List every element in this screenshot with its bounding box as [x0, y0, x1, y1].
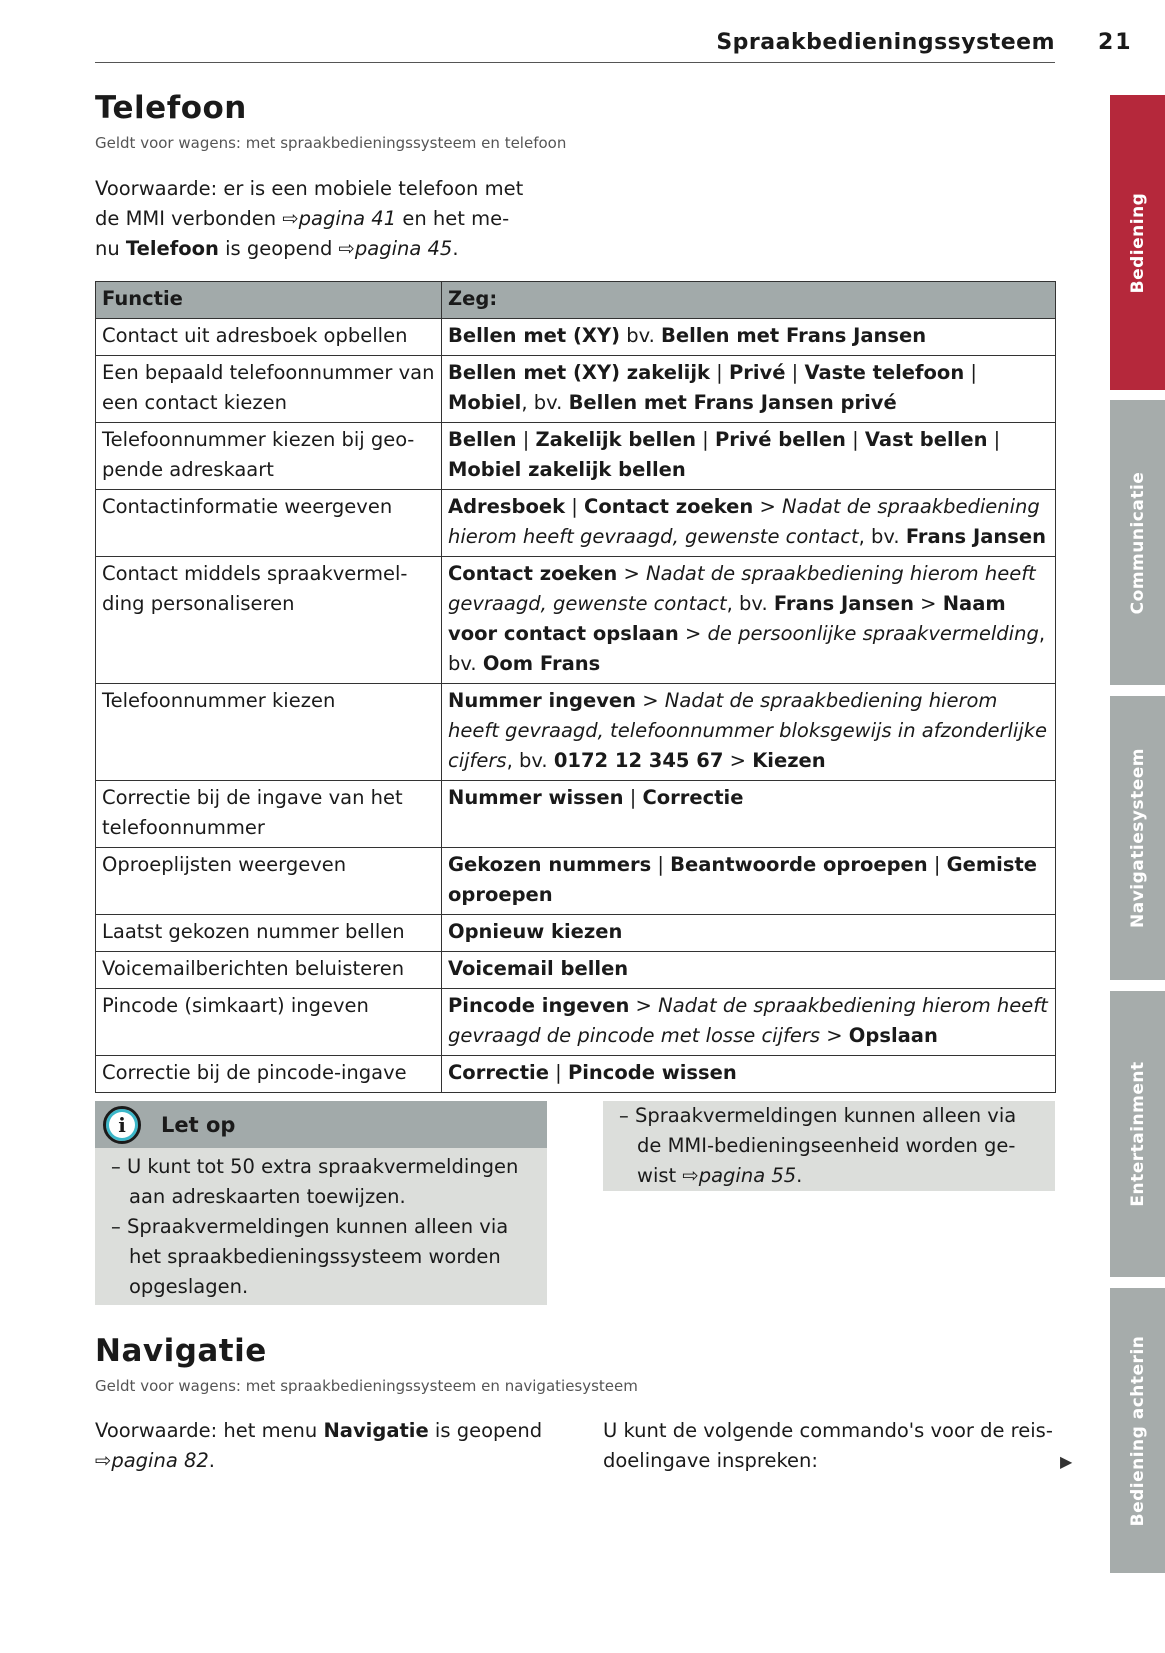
text-segment: | [516, 428, 536, 451]
function-cell: Correctie bij de pincode-ingave [96, 1056, 442, 1093]
function-cell: Telefoonnummer kiezen bij geopende adreskaart [96, 423, 442, 490]
text-segment: , bv. [448, 622, 1046, 675]
table-row [96, 781, 1056, 848]
say-cell [442, 989, 1056, 1056]
text-segment: de persoonlijke spraakvermelding [707, 622, 1039, 645]
text-segment: Vaste telefoon [804, 361, 965, 384]
note-item: – Spraakvermeldingen kunnen alleen via het spraakbedieningssysteem worden opgeslagen. [111, 1215, 509, 1298]
text-segment: – Spraakvermeldingen kunnen alleen via de MMI-bedieningseenheid worden gewist [619, 1104, 1017, 1187]
text-segment: Pincode wissen [567, 1061, 737, 1084]
continue-arrow-icon: ▶ [1060, 1452, 1073, 1471]
text-segment: > [636, 689, 665, 712]
text-segment: | [987, 428, 1001, 451]
text-segment: ⇨ [95, 1449, 112, 1472]
text-segment: | [548, 1061, 568, 1084]
function-cell: Een bepaald telefoonnummer van een contact kiezen [96, 356, 442, 423]
text-segment: Frans Jansen [773, 592, 914, 615]
text-segment: Navigatie [323, 1419, 429, 1442]
say-cell [442, 557, 1056, 684]
text-segment: Adresboek [448, 495, 566, 518]
function-cell: Oproeplijsten weergeven [96, 848, 442, 915]
text-segment: Voorwaarde: er is een mobiele telefoon met de MMI verbonden [95, 177, 524, 230]
table-row [96, 989, 1056, 1056]
text-segment: Mobiel [448, 391, 522, 414]
text-segment: , bv. [858, 525, 906, 548]
table-row [96, 319, 1056, 356]
text-segment: 0172 12 345 67 [553, 749, 724, 772]
text-segment: is geopend [218, 237, 339, 260]
text-segment: Correctie [448, 1061, 549, 1084]
function-cell: Voicemailberichten beluisteren [96, 952, 442, 989]
text-segment: | [623, 786, 643, 809]
text-segment: Voicemail bellen [448, 957, 629, 980]
table-row [96, 915, 1056, 952]
text-segment: > [678, 622, 708, 645]
text-segment: Nadat de spraakbediening hierom heeft gevraagd de pincode met losse cijfers [448, 994, 1048, 1047]
text-segment: Beantwoorde oproepen [670, 853, 928, 876]
note-title: Let op [161, 1112, 236, 1137]
text-segment: Nadat de spraakbediening hierom heeft gevraagd, gewenste contact [448, 495, 1040, 548]
text-segment: Kiezen [752, 749, 826, 772]
function-cell: Contactinformatie weergeven [96, 490, 442, 557]
function-cell: Contact middels spraakvermelding personaliseren [96, 557, 442, 684]
side-tab-communicatie[interactable] [1110, 400, 1165, 685]
text-segment: | [565, 495, 585, 518]
text-segment: . [796, 1164, 803, 1187]
text-segment: Mobiel zakelijk bellen [448, 458, 686, 481]
table-row [96, 1056, 1056, 1093]
side-tab-label: Navigatiesysteem [1127, 748, 1148, 928]
column-header-say: Zeg: [442, 282, 1056, 319]
text-segment: Correctie [642, 786, 744, 809]
text-segment: | [964, 361, 977, 384]
function-cell: Contact uit adresboek opbellen [96, 319, 442, 356]
text-segment: Naam voor contact opslaan [448, 592, 1006, 645]
say-cell [442, 684, 1056, 781]
text-segment: Privé bellen [714, 428, 846, 451]
side-tab-bediening-achterin[interactable] [1110, 1288, 1165, 1573]
note-item [603, 1101, 1037, 1191]
text-segment: , bv. [521, 391, 569, 414]
text-segment: ⇨ [682, 1164, 699, 1187]
text-segment: pagina 55 [698, 1164, 797, 1187]
text-segment: > [629, 994, 659, 1017]
text-segment: | [651, 853, 671, 876]
table-row [96, 684, 1056, 781]
text-segment: Nummer ingeven [448, 689, 637, 712]
text-segment: Bellen [448, 428, 517, 451]
text-segment: Vast bellen [864, 428, 988, 451]
text-segment: Gekozen nummers [448, 853, 652, 876]
note-box [95, 1101, 547, 1305]
text-segment: Pincode ingeven [448, 994, 630, 1017]
side-tab-label: Bediening [1127, 192, 1148, 293]
table-row [96, 557, 1056, 684]
section-subtitle-navigatie: Geldt voor wagens: met spraakbedieningssysteem en navigatiesysteem [95, 1377, 638, 1395]
text-segment: | [927, 853, 947, 876]
note-box-continued [603, 1101, 1055, 1191]
text-segment: is geopend [428, 1419, 543, 1442]
text-segment: Opnieuw kiezen [448, 920, 623, 943]
text-segment: Opslaan [848, 1024, 938, 1047]
text-segment: en het menu [95, 207, 510, 260]
text-segment: Contact zoeken [448, 562, 618, 585]
text-segment: . [208, 1449, 215, 1472]
text-segment: ⇨ [282, 207, 299, 230]
note-header [95, 1101, 547, 1148]
text-segment: Nummer wissen [448, 786, 624, 809]
text-segment: , bv. [506, 749, 554, 772]
text-segment: Telefoon [125, 237, 219, 260]
telefoon-intro [95, 174, 525, 264]
say-cell [442, 915, 1056, 952]
side-tab-entertainment[interactable] [1110, 991, 1165, 1277]
say-cell [442, 952, 1056, 989]
say-cell [442, 1056, 1056, 1093]
text-segment: | [845, 428, 865, 451]
text-segment: Frans Jansen [905, 525, 1046, 548]
text-segment: Oom Frans [482, 652, 601, 675]
side-tab-label: Communicatie [1127, 471, 1148, 614]
table-row [96, 848, 1056, 915]
table-row [96, 423, 1056, 490]
text-segment: Nadat de spraakbediening hierom heeft gevraagd, telefoonnummer bloksgewijs in afzonderlijke cijfers [448, 689, 1048, 772]
text-segment: Contact zoeken [584, 495, 754, 518]
text-segment: bv. [620, 324, 661, 347]
text-segment: Bellen met (XY) [448, 324, 620, 347]
side-tab-label: Bediening achterin [1127, 1335, 1148, 1526]
section-title-navigatie: Navigatie [95, 1333, 267, 1369]
voice-command-table [95, 281, 1056, 1093]
side-tab-bediening[interactable] [1110, 95, 1165, 390]
text-segment: . [452, 237, 459, 260]
text-segment: ⇨ [338, 237, 355, 260]
say-cell [442, 781, 1056, 848]
text-segment: Nadat de spraakbediening hierom heeft gevraagd, gewenste contact [448, 562, 1036, 615]
say-cell [442, 848, 1056, 915]
text-segment: Bellen met Frans Jansen [661, 324, 927, 347]
note-item: – U kunt tot 50 extra spraakvermeldingen aan adreskaarten toewijzen. [111, 1155, 519, 1208]
navigatie-intro [95, 1416, 545, 1476]
column-header-function: Functie [96, 282, 442, 319]
text-segment: pagina 82 [111, 1449, 209, 1472]
text-segment: | [695, 428, 715, 451]
say-cell [442, 490, 1056, 557]
text-segment: Gemiste oproepen [448, 853, 1038, 906]
text-segment: > [617, 562, 647, 585]
table-row [96, 490, 1056, 557]
text-segment: pagina 45 [354, 237, 453, 260]
say-cell [442, 423, 1056, 490]
running-header-title: Spraakbedieningssysteem [716, 30, 1055, 55]
text-segment: > [723, 749, 753, 772]
text-segment: pagina 41 [298, 207, 397, 230]
text-segment: Bellen met Frans Jansen privé [568, 391, 897, 414]
text-segment: Privé [728, 361, 786, 384]
side-tab-label: Entertainment [1127, 1061, 1148, 1207]
text-segment: , bv. [726, 592, 774, 615]
navigatie-commands-intro: U kunt de volgende commando's voor de reisdoelingave inspreken: [603, 1419, 1053, 1472]
text-segment: Voorwaarde: het menu [95, 1419, 324, 1442]
section-subtitle-telefoon: Geldt voor wagens: met spraakbedieningssysteem en telefoon [95, 134, 567, 152]
info-icon: i [103, 1106, 141, 1144]
section-title-telefoon: Telefoon [95, 90, 247, 126]
say-cell [442, 356, 1056, 423]
text-segment: Bellen met (XY) zakelijk [448, 361, 710, 384]
page-number: 21 [1098, 30, 1133, 55]
text-segment: Zakelijk bellen [535, 428, 696, 451]
say-cell [442, 319, 1056, 356]
function-cell: Pincode (simkaart) ingeven [96, 989, 442, 1056]
function-cell: Laatst gekozen nummer bellen [96, 915, 442, 952]
text-segment: > [753, 495, 783, 518]
header-rule [95, 62, 1055, 63]
side-tab-navigatiesysteem[interactable] [1110, 696, 1165, 980]
text-segment: | [785, 361, 805, 384]
text-segment: > [820, 1024, 849, 1047]
table-row [96, 356, 1056, 423]
text-segment: | [709, 361, 729, 384]
table-row [96, 952, 1056, 989]
function-cell: Telefoonnummer kiezen [96, 684, 442, 781]
text-segment: > [913, 592, 943, 615]
function-cell: Correctie bij de ingave van het telefoonnummer [96, 781, 442, 848]
